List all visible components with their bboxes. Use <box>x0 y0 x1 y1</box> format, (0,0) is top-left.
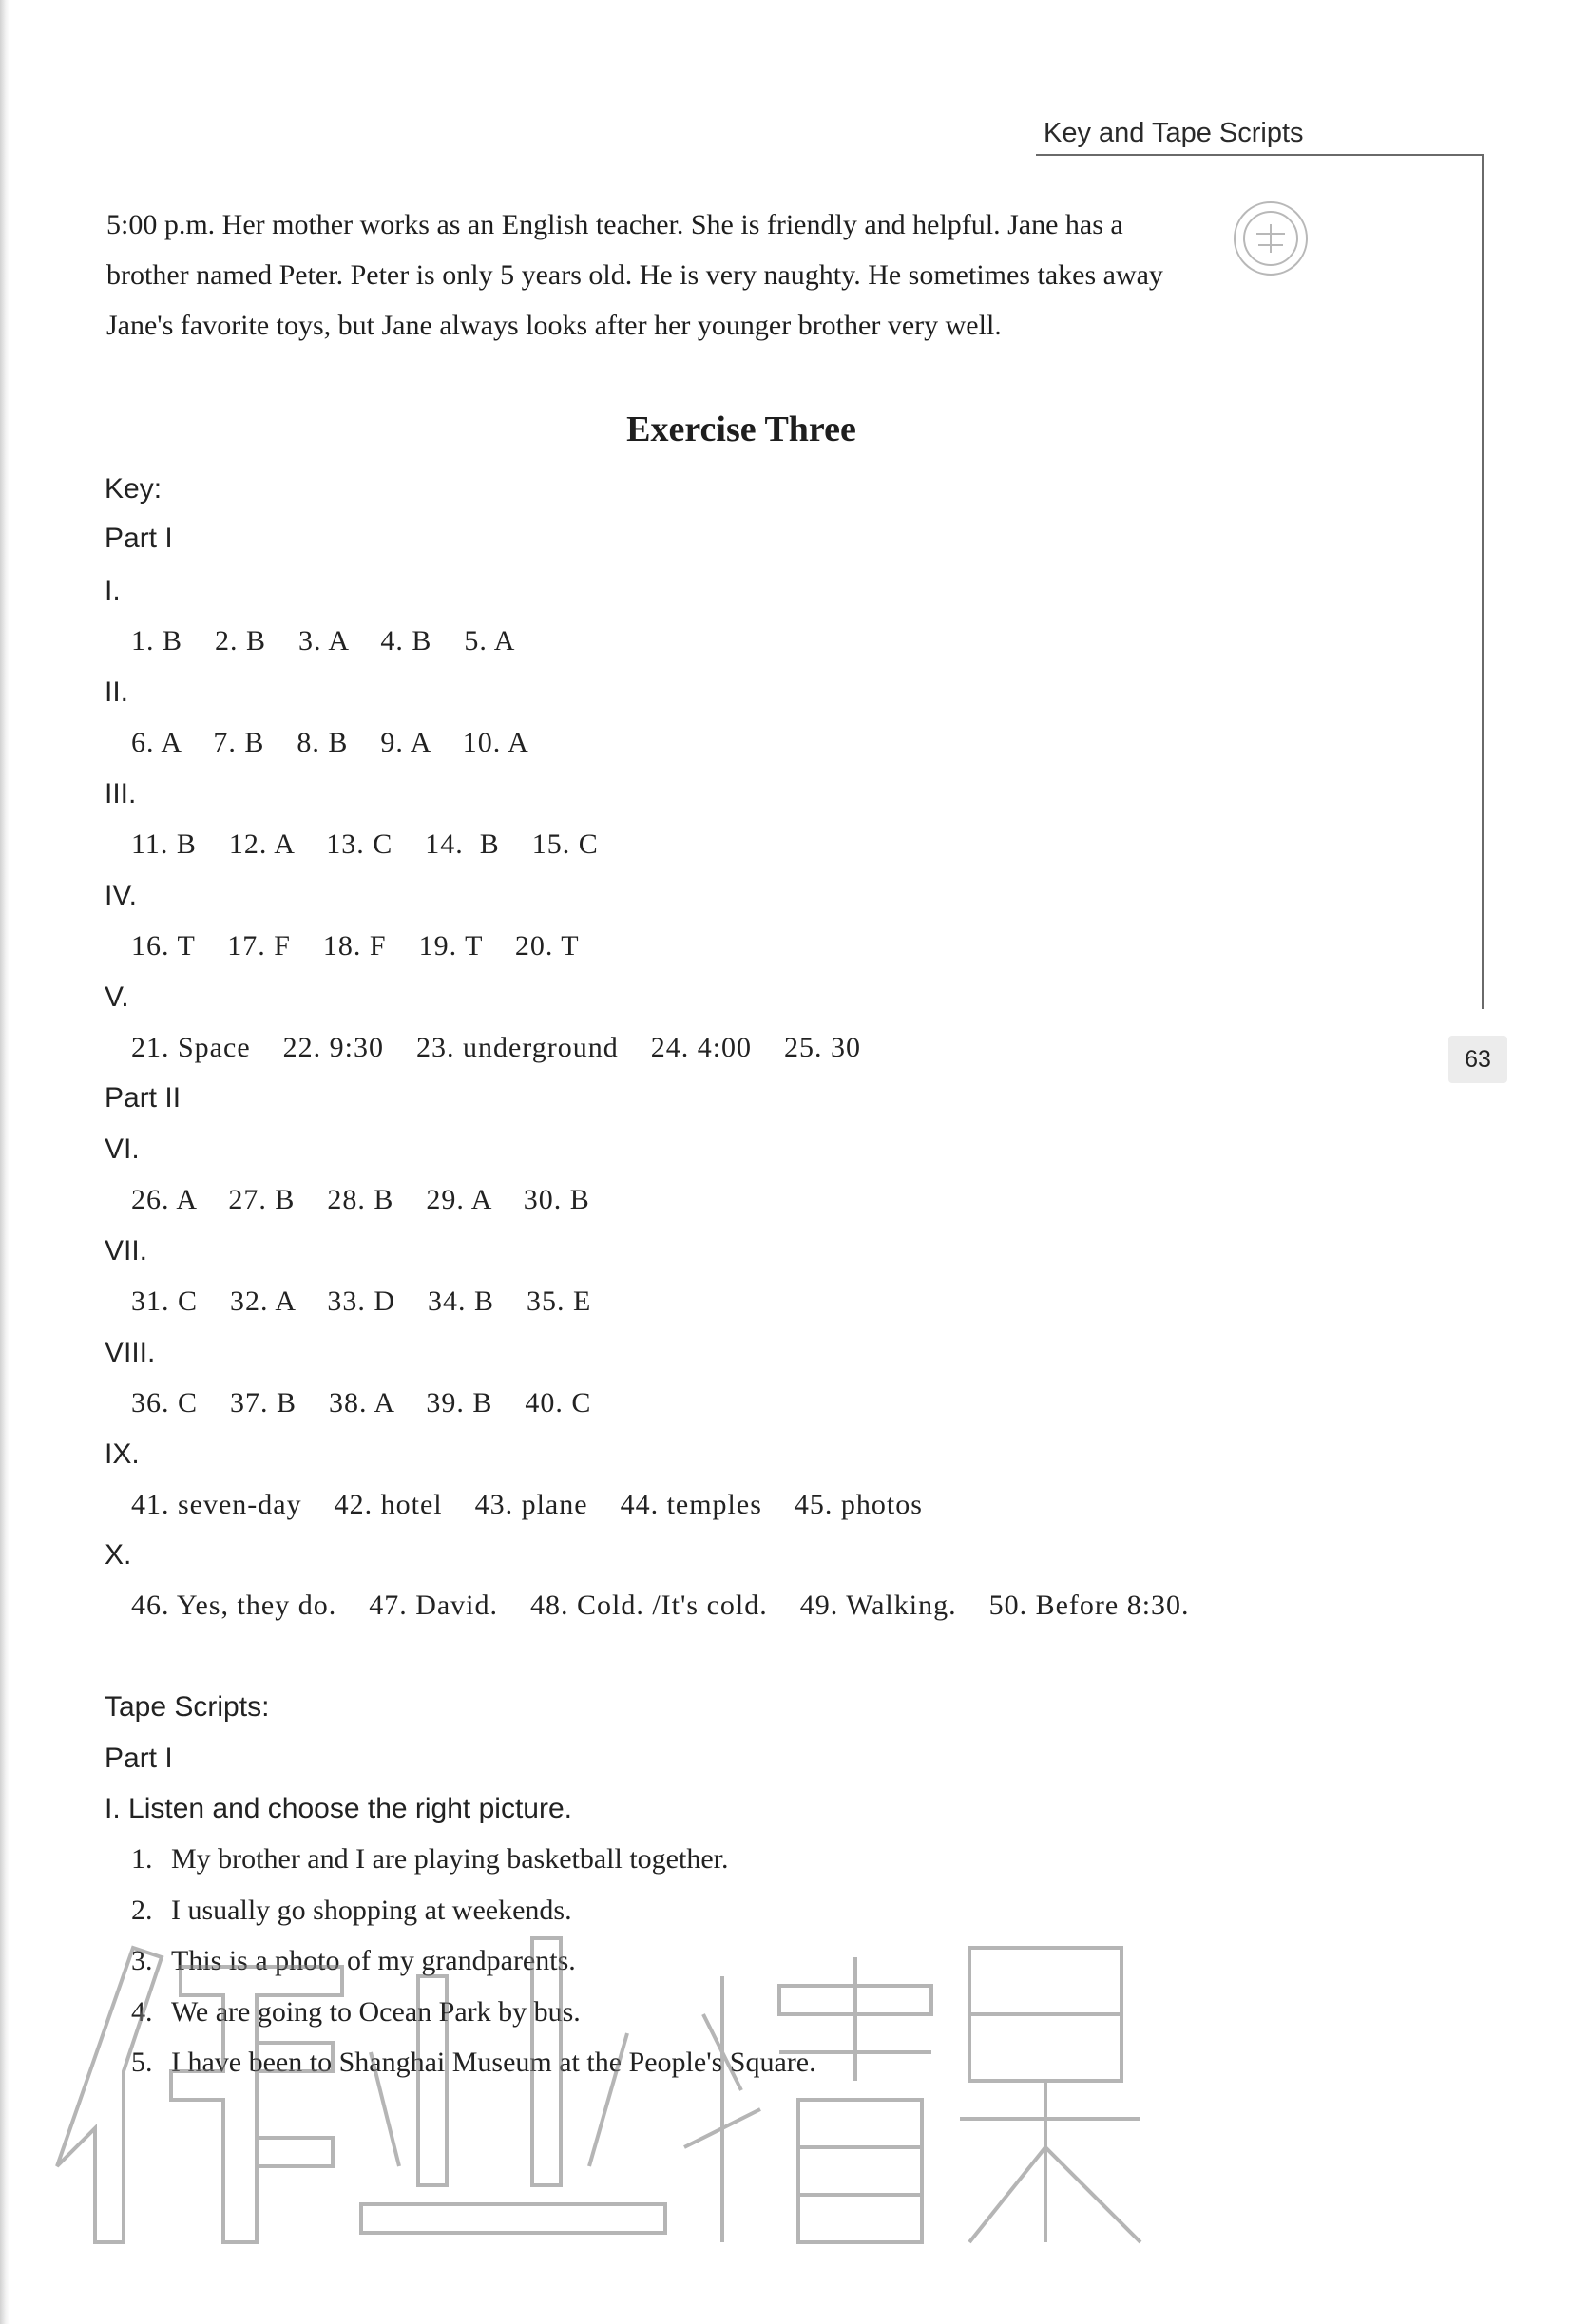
script-text: We are going to Ocean Park by bus. <box>171 1996 581 2028</box>
group-label: I. <box>105 575 121 606</box>
part-label: Part II <box>105 1082 182 1114</box>
script-number: 1. <box>131 1843 153 1875</box>
header-rule <box>1036 154 1483 156</box>
tape-instruction: I. Listen and choose the right picture. <box>105 1793 572 1824</box>
part-label: Part I <box>105 523 173 554</box>
group-label: II. <box>105 676 129 708</box>
answer-row: 31. C 32. A 33. D 34. B 35. E <box>131 1286 592 1317</box>
page-edge-shadow <box>0 0 10 2324</box>
group-label: VII. <box>105 1235 148 1267</box>
group-label: III. <box>105 778 137 810</box>
script-number: 3. <box>131 1945 153 1976</box>
group-label: X. <box>105 1539 132 1571</box>
script-text: I have been to Shanghai Museum at the People's Square. <box>171 2047 816 2078</box>
section-title: Exercise Three <box>626 410 856 449</box>
answer-row: 11. B 12. A 13. C 14. B 15. C <box>131 829 599 860</box>
answer-row: 16. T 17. F 18. F 19. T 20. T <box>131 930 580 962</box>
script-text: I usually go shopping at weekends. <box>171 1895 572 1926</box>
intro-line: 5:00 p.m. Her mother works as an English teacher. She is friendly and helpful. Jane has a <box>106 209 1123 240</box>
script-number: 5. <box>131 2047 153 2078</box>
answer-row: 1. B 2. B 3. A 4. B 5. A <box>131 625 516 657</box>
script-text: This is a photo of my grandparents. <box>171 1945 576 1976</box>
group-label: V. <box>105 981 129 1013</box>
answer-row: 21. Space 22. 9:30 23. underground 24. 4:00 25. 30 <box>131 1032 862 1063</box>
intro-line: brother named Peter. Peter is only 5 years old. He is very naughty. He sometimes takes away <box>106 259 1163 291</box>
group-label: IV. <box>105 880 137 911</box>
tape-scripts-label: Tape Scripts: <box>105 1691 270 1723</box>
part-label: Part I <box>105 1743 173 1774</box>
answer-row: 36. C 37. B 38. A 39. B 40. C <box>131 1387 592 1419</box>
group-label: IX. <box>105 1438 140 1470</box>
script-number: 4. <box>131 1996 153 2028</box>
key-label: Key: <box>105 473 163 505</box>
answer-row: 26. A 27. B 28. B 29. A 30. B <box>131 1184 590 1215</box>
answer-row: 46. Yes, they do. 47. David. 48. Cold. /It's cold. 49. Walking. 50. Before 8:30. <box>131 1590 1190 1621</box>
answer-row: 6. A 7. B 8. B 9. A 10. A <box>131 727 529 758</box>
watermark-image <box>19 1862 1159 2261</box>
script-number: 2. <box>131 1895 153 1926</box>
intro-paragraph <box>106 200 1399 351</box>
side-rule <box>1482 154 1484 1009</box>
intro-line: Jane's favorite toys, but Jane always looks after her younger brother very well. <box>106 310 1002 341</box>
group-label: VIII. <box>105 1337 156 1368</box>
stamp-watermark <box>1228 196 1313 281</box>
group-label: VI. <box>105 1133 140 1165</box>
answer-row: 41. seven-day 42. hotel 43. plane 44. temples 45. photos <box>131 1489 923 1520</box>
running-header: Key and Tape Scripts <box>1044 118 1304 148</box>
page-number: 63 <box>1448 1036 1507 1083</box>
script-text: My brother and I are playing basketball together. <box>171 1843 729 1875</box>
